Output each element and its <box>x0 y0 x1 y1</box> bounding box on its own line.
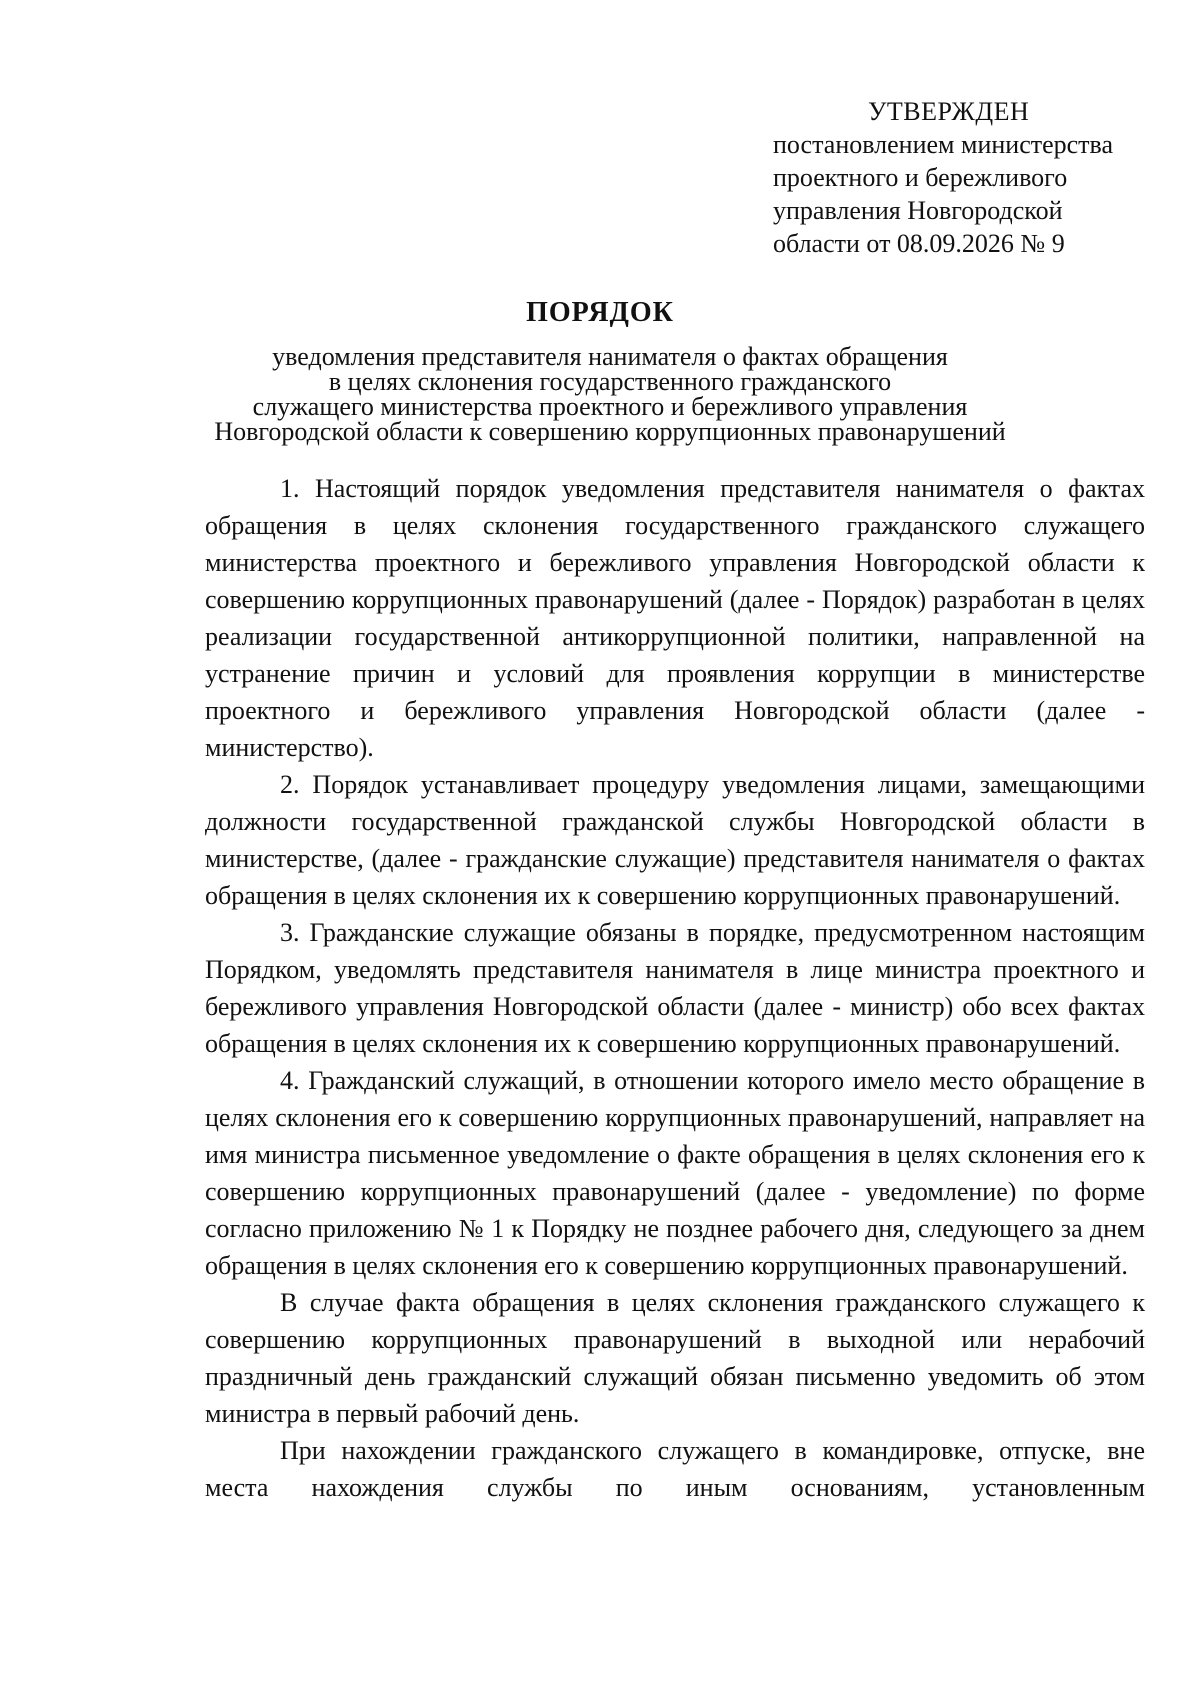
approval-stamp <box>773 95 1173 260</box>
approval-line: проектного и бережливого <box>773 163 1068 192</box>
subtitle-line: Новгородской области к совершению коррупционных правонарушений <box>214 417 1006 446</box>
subtitle-line: служащего министерства проектного и бережливого управления <box>252 392 968 421</box>
approval-heading: УТВЕРЖДЕН <box>868 97 1030 126</box>
paragraph: При нахождении гражданского служащего в командировке, отпуске, вне места нахождения службы по иным основаниям, установленным <box>205 1436 1145 1502</box>
approval-line: управления Новгородской <box>773 196 1063 225</box>
approval-line: области от 08.09.2026 № 9 <box>773 229 1065 258</box>
paragraph: В случае факта обращения в целях склонения гражданского служащего к совершению коррупционных правонарушений в выходной или нерабочий праздничный день гражданский служащий обязан письменно уведомить об этом министра в первый рабочий день. <box>205 1288 1145 1428</box>
document-body <box>205 470 1145 1506</box>
paragraph: 2. Порядок устанавливает процедуру уведомления лицами, замещающими должности государственной гражданской службы Новгородской области в министерстве, (далее - гражданские служащие) представителя нанимателя о фактах обращения в целях склонения их к совершению коррупционных правонарушений. <box>205 770 1145 910</box>
document-title: ПОРЯДОК <box>526 297 674 328</box>
paragraph: 3. Гражданские служащие обязаны в порядке, предусмотренном настоящим Порядком, уведомлять представителя нанимателя в лице министра проектного и бережливого управления Новгородской области (далее - министр) обо всех фактах обращения в целях склонения их к совершению коррупционных правонарушений. <box>205 918 1145 1058</box>
document-subtitle <box>200 344 1020 444</box>
approval-line: постановлением министерства <box>773 130 1114 159</box>
paragraph: 1. Настоящий порядок уведомления представителя нанимателя о фактах обращения в целях склонения государственного гражданского служащего министерства проектного и бережливого управления Новгородской области к совершению коррупционных правонарушений (далее - Порядок) разработан в целях реализации государственной антикоррупционной политики, направленной на устранение причин и условий для проявления коррупции в министерстве проектного и бережливого управления Новгородской области (далее - министерство). <box>205 474 1145 762</box>
subtitle-line: в целях склонения государственного гражданского <box>328 367 892 396</box>
paragraph: 4. Гражданский служащий, в отношении которого имело место обращение в целях склонения его к совершению коррупционных правонарушений, направляет на имя министра письменное уведомление о факте обращения в целях склонения его к совершению коррупционных правонарушений (далее - уведомление) по форме согласно приложению № 1 к Порядку не позднее рабочего дня, следующего за днем обращения в целях склонения его к совершению коррупционных правонарушений. <box>205 1066 1145 1280</box>
subtitle-line: уведомления представителя нанимателя о фактах обращения <box>272 342 948 371</box>
